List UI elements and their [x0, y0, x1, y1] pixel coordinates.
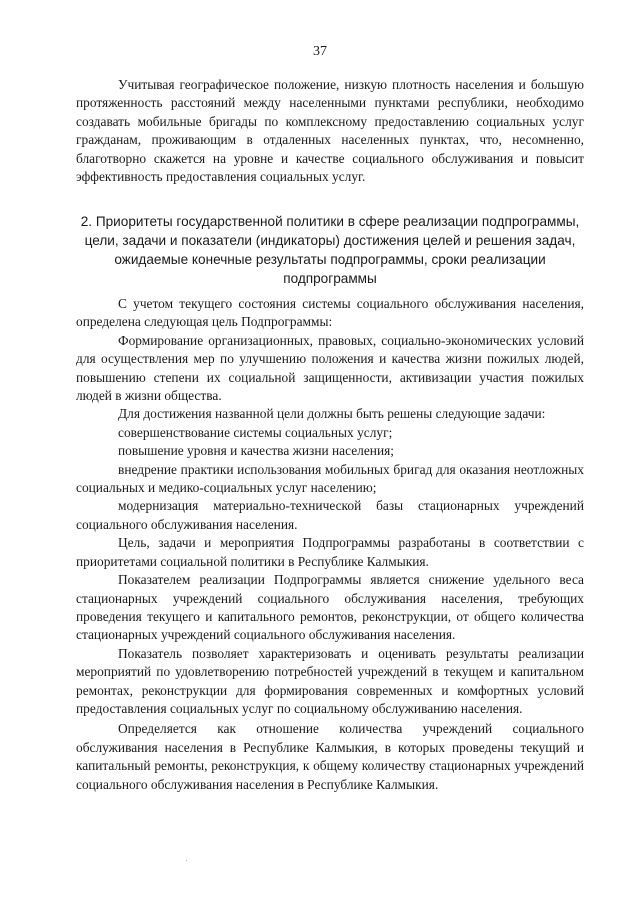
- task-item: повышение уровня и качества жизни населения;: [118, 443, 394, 459]
- intro-paragraph: Учитывая географическое положение, низкую плотность населения и большую протяженность расстояний между населенными пунктами республики, необходимо создавать мобильные бригады по комплексному предоставлению социальных услуг гражданам, проживающим в отдаленных населенных пунктах, что, несомненно, благотворно скажется на уровне и качестве социального обслуживания и повысит эффективность предоставления социальных услуг.: [76, 77, 584, 185]
- page-number: 37: [313, 44, 327, 59]
- task-item: совершенствование системы социальных услуг;: [118, 424, 393, 440]
- section-heading: 2. Приоритеты государственной политики в сфере реализации подпрограммы, цели, задачи и показатели (индикаторы) достижения целей и решения задач, ожидаемые конечные результаты подпрограммы, сроки реализации подпрограммы: [80, 214, 580, 286]
- intro-block: [76, 76, 584, 186]
- paragraph-compliance: Цель, задачи и мероприятия Подпрограммы разработаны в соответствии с приоритетами социальной политики в Республике Калмыкия.: [76, 535, 584, 569]
- task-item: внедрение практики использования мобильных бригад для оказания неотложных социальных и медико-социальных услуг населению;: [76, 461, 584, 496]
- task-item: модернизация материально-технической базы стационарных учреждений социального обслуживания населения.: [76, 498, 584, 532]
- paragraph-indicator-purpose: Показатель позволяет характеризовать и оценивать результаты реализации мероприятий по удовлетворению потребностей учреждений в текущем и капитальном ремонтах, реконструкции для формирования современных и комфортных условий предоставления социальных услуг по социальному обслуживанию населения.: [76, 645, 584, 716]
- paragraph-goal: Формирование организационных, правовых, социально-экономических условий для осуществления мер по улучшению положения и качества жизни пожилых людей, повышению степени их социальной защищенности, активизации участия пожилых людей в жизни общества.: [76, 332, 584, 404]
- paragraph-indicator: Показателем реализации Подпрограммы является снижение удельного веса стационарных учреждений социального обслуживания населения, требующих проведения текущего и капитального ремонтов, реконструкции, от общего количества стационарных учреждений социального обслуживания населения.: [76, 572, 584, 643]
- paragraph-goal-intro: С учетом текущего состояния системы социального обслуживания населения, определена следующая цель Подпрограммы:: [76, 296, 584, 330]
- paragraph-indicator-definition: Определяется как отношение количества учреждений социального обслуживания населения в Республике Калмыкия, в которых проведены текущий и капитальный ремонты, реконструкция, к общему количеству стационарных учреждений социального обслуживания населения в Республике Калмыкия.: [76, 721, 584, 792]
- paragraph-tasks-intro: Для достижения названной цели должны быть решены следующие задачи:: [118, 406, 546, 422]
- main-text-block: [76, 295, 584, 794]
- scan-speck: [186, 860, 187, 861]
